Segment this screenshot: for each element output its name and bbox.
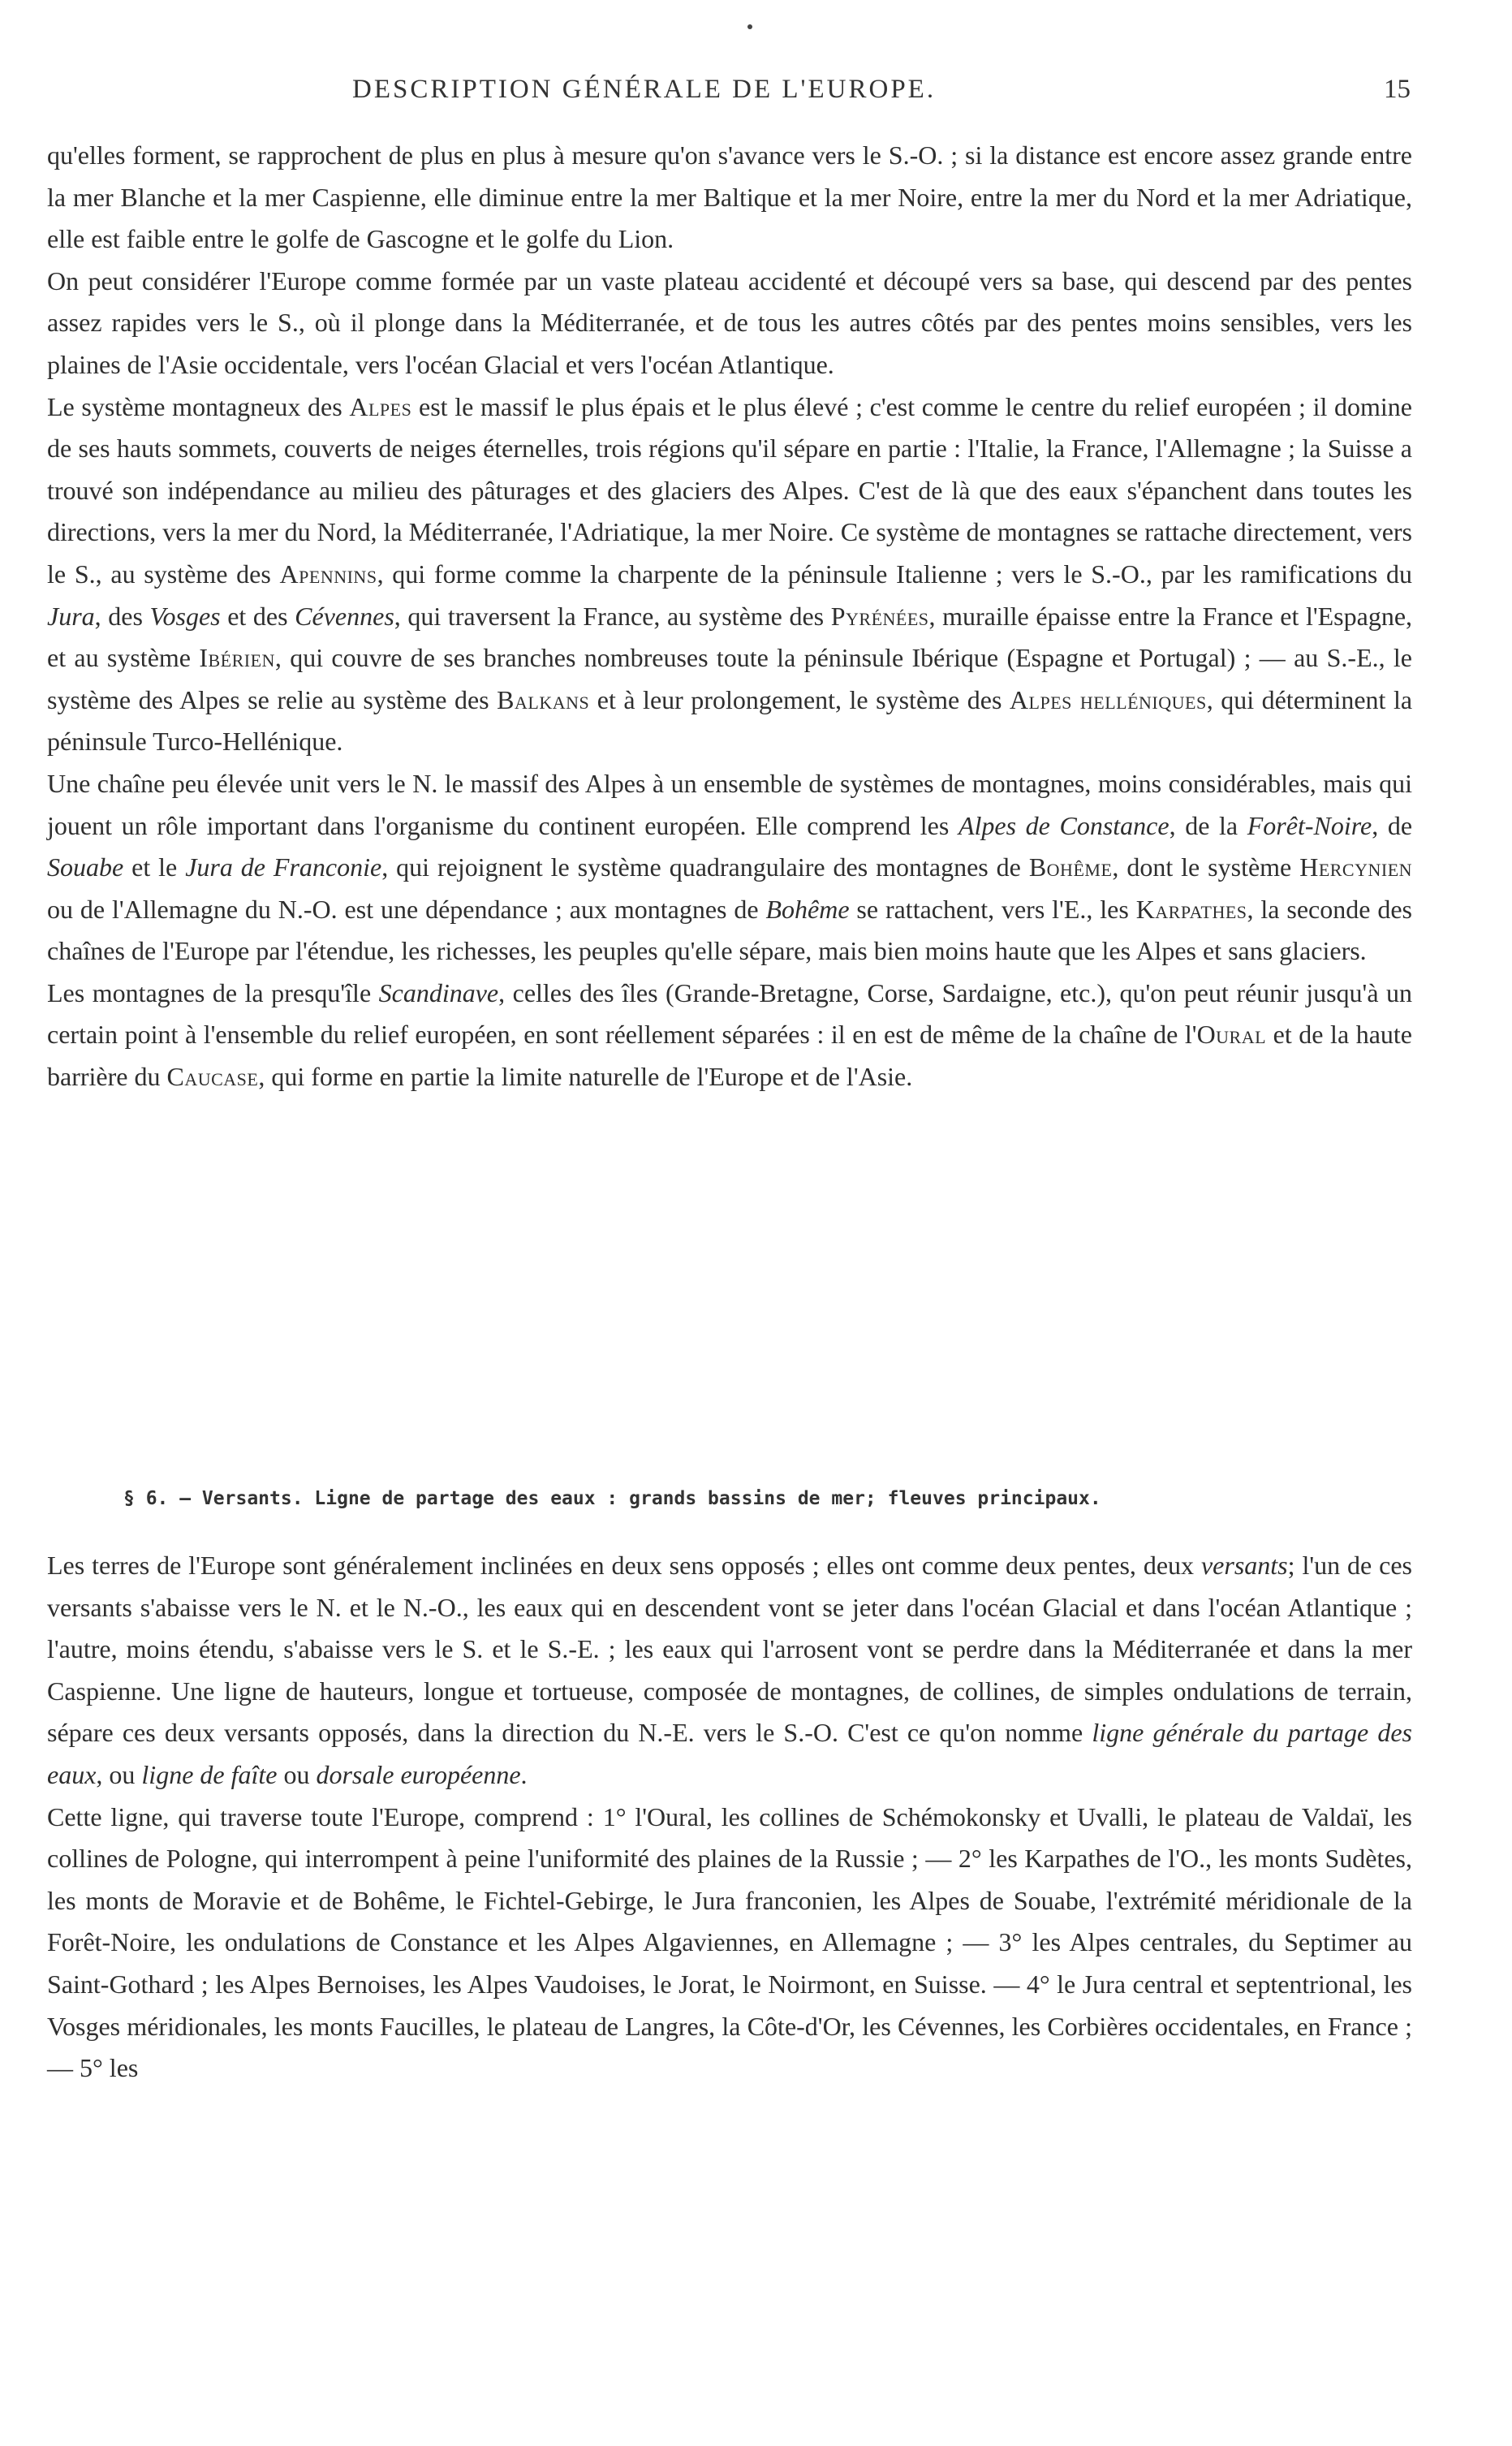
italic-term: dorsale européenne [316, 1759, 521, 1789]
smallcaps-term: Balkans [497, 684, 590, 714]
text-run: , qui traversent la France, au système des [394, 601, 831, 631]
text-run: et le [123, 852, 186, 882]
italic-term: Scandinave [378, 977, 499, 1007]
text-run: , la seconde des chaînes de l'Europe par l'étendue, les richesses, les peuples qu'elle sépare, mais bien moins haute que les Alpes et sans glaciers. [47, 894, 1413, 966]
text-run: qu'elles forment, se rapprochent de plus en plus à mesure qu'on s'avance vers le S.-O. ; si la distance est encore assez grande entre la mer Blanche et la mer Caspienne, elle diminue entre la mer Baltique et la mer Noire, entre la mer du Nord et la mer Adriatique, elle est faible entre le golfe de Gascogne et le golfe du Lion. [47, 140, 1412, 254]
italic-term: Bohême [765, 894, 850, 924]
paragraph-p6 [47, 1545, 1412, 1797]
text-run: Les terres de l'Europe sont généralement inclinées en deux sens opposés ; elles ont comme deux pentes, deux [47, 1551, 1201, 1580]
smallcaps-term: Apennins [279, 559, 377, 589]
paragraph-p3 [47, 386, 1412, 763]
italic-term: ligne générale du partage des eaux [47, 1718, 1413, 1789]
italic-term: Vosges [149, 601, 221, 631]
section-heading: § 6. — Versants. Ligne de partage des eaux : grands bassins de mer; fleuves principaux. [123, 1488, 1101, 1509]
text-run: , qui déterminent la péninsule Turco-Hellénique. [47, 684, 1413, 757]
smallcaps-term: Karpathes [1135, 894, 1247, 924]
text-run: et des [220, 601, 295, 631]
smallcaps-term: Oural [1196, 1020, 1267, 1050]
text-run: , qui forme en partie la limite naturelle de l'Europe et de l'Asie. [258, 1062, 913, 1092]
smallcaps-term: Alpes [349, 391, 412, 421]
italic-term: Jura de Franconie [185, 852, 382, 882]
italic-term: Jura [47, 601, 95, 631]
text-run: Cette ligne, qui traverse toute l'Europe, comprend : 1° l'Oural, les collines de Schémokonsky et Uvalli, le plateau de Valdaï, les collines de Pologne, qui interrompent à peine l'uniformité des plaines de la Russie ; — 2° les Karpathes de l'O., les monts Sudètes, les monts de Moravie et de Bohême, le Fichtel-Gebirge, le Jura franconien, les Alpes de Souabe, l'extrémité méridionale de la Forêt-Noire, les ondulations de Constance et les Alpes Algaviennes, en Allemagne ; — 3° les Alpes centrales, du Septimer au Saint-Gothard ; les Alpes Bernoises, les Alpes Vaudoises, le Jorat, le Noirmont, en Suisse. — 4° le Jura central et septentrional, les Vosges méridionales, les monts Faucilles, le plateau de Langres, la Côte-d'Or, les Cévennes, les Corbières occidentales, en France ; — 5° les [47, 1801, 1412, 2083]
paragraph-p2 [47, 261, 1412, 386]
text-run: ; l'un de ces versants s'abaisse vers le N. et le N.-O., les eaux qui en descendent vont se jeter dans l'océan Glacial et dans l'océan Atlantique ; l'autre, moins étendu, s'abaisse vers le S. et le S.-E. ; les eaux qui l'arrosent vont se perdre dans la Méditerranée et dans la mer Caspienne. Une ligne de hauteurs, longue et tortueuse, composée de montagnes, de collines, de simples ondulations de terrain, sépare ces deux versants opposés, dans la direction du N.-E. vers le S.-O. C'est ce qu'on nomme [47, 1551, 1413, 1748]
text-run: se rattachent, vers l'E., les [849, 894, 1136, 924]
text-run: On peut considérer l'Europe comme formée par un vaste plateau accidenté et découpé vers sa base, qui descend par des pentes assez rapides vers le S., où il plonge dans la Méditerranée, et de tous les autres côtés par des pentes moins sensibles, vers les plaines de l'Asie occidentale, vers l'océan Glacial et vers l'océan Atlantique. [47, 265, 1412, 379]
paragraph-p7 [47, 1797, 1412, 2090]
italic-term: versants [1200, 1551, 1288, 1580]
italic-term: Souabe [47, 852, 124, 882]
print-speck [747, 24, 752, 29]
text-run: Le système montagneux des [47, 391, 350, 421]
text-run: et à leur prolongement, le système des [589, 684, 1010, 714]
smallcaps-term: Alpes helléniques [1009, 684, 1207, 714]
smallcaps-term: Caucase [166, 1062, 259, 1092]
text-run: , de [1372, 810, 1413, 840]
text-run: Une chaîne peu élevée unit vers le N. le massif des Alpes à un ensemble de systèmes de montagnes, moins considérables, mais qui jouent un rôle important dans l'organisme du continent européen. Elle comprend les [47, 768, 1412, 840]
italic-term: Forêt-Noire [1247, 810, 1372, 840]
paragraph-p5 [47, 973, 1412, 1098]
body-text-before-section [47, 135, 1412, 1098]
smallcaps-term: Pyrénées [830, 601, 929, 631]
text-run: , dont le système [1112, 852, 1300, 882]
italic-term: Cévennes [295, 601, 394, 631]
italic-term: ligne de faîte [141, 1759, 278, 1789]
italic-term: Alpes de Constance [958, 810, 1170, 840]
text-run: ou [277, 1759, 317, 1789]
smallcaps-term: Hercynien [1299, 852, 1413, 882]
text-run: est le massif le plus épais et le plus élevé ; c'est comme le centre du relief européen ; il domine de ses hauts sommets, couverts de neiges éternelles, trois régions qu'il sépare en partie : l'Italie, la France, l'Allemagne ; la Suisse a trouvé son indépendance au milieu des pâturages et des glaciers des Alpes. C'est de là que des eaux s'épanchent dans toutes les directions, vers la mer du Nord, la Méditerranée, l'Adriatique, la mer Noire. Ce système de montagnes se rattache directement, vers le S., au système des [47, 391, 1413, 589]
text-run: , muraille épaisse entre la France et l'Espagne, et au système [47, 601, 1413, 673]
text-run: , des [94, 601, 150, 631]
text-run: . [520, 1759, 528, 1789]
page-number: 15 [1384, 75, 1411, 104]
paragraph-p1 [47, 135, 1412, 261]
running-title: DESCRIPTION GÉNÉRALE DE L'EUROPE. [352, 75, 937, 104]
body-text-section-6 [47, 1545, 1412, 2090]
text-run: ou de l'Allemagne du N.-O. est une dépendance ; aux montagnes de [47, 894, 766, 924]
smallcaps-term: Ibérien [199, 643, 275, 673]
text-run: , celles des îles (Grande-Bretagne, Corse, Sardaigne, etc.), qu'on peut réunir jusqu'à un certain point à l'ensemble du relief européen, en sont réellement séparées : il en est de même de la chaîne de l' [47, 977, 1412, 1050]
paragraph-p4 [47, 763, 1412, 973]
running-header [47, 75, 1411, 105]
text-run: , qui rejoignent le système quadrangulaire des montagnes de [381, 852, 1029, 882]
text-run: , qui forme comme la charpente de la péninsule Italienne ; vers le S.-O., par les ramifications du [377, 559, 1413, 589]
text-run: Les montagnes de la presqu'île [47, 977, 379, 1007]
text-run: , qui couvre de ses branches nombreuses toute la péninsule Ibérique (Espagne et Portugal) ; — au S.-E., le système des Alpes se relie au système des [47, 643, 1413, 714]
text-run: , ou [96, 1759, 142, 1789]
text-run: , de la [1169, 810, 1247, 840]
text-run: et de la haute barrière du [47, 1020, 1413, 1092]
smallcaps-term: Bohême [1028, 852, 1113, 882]
